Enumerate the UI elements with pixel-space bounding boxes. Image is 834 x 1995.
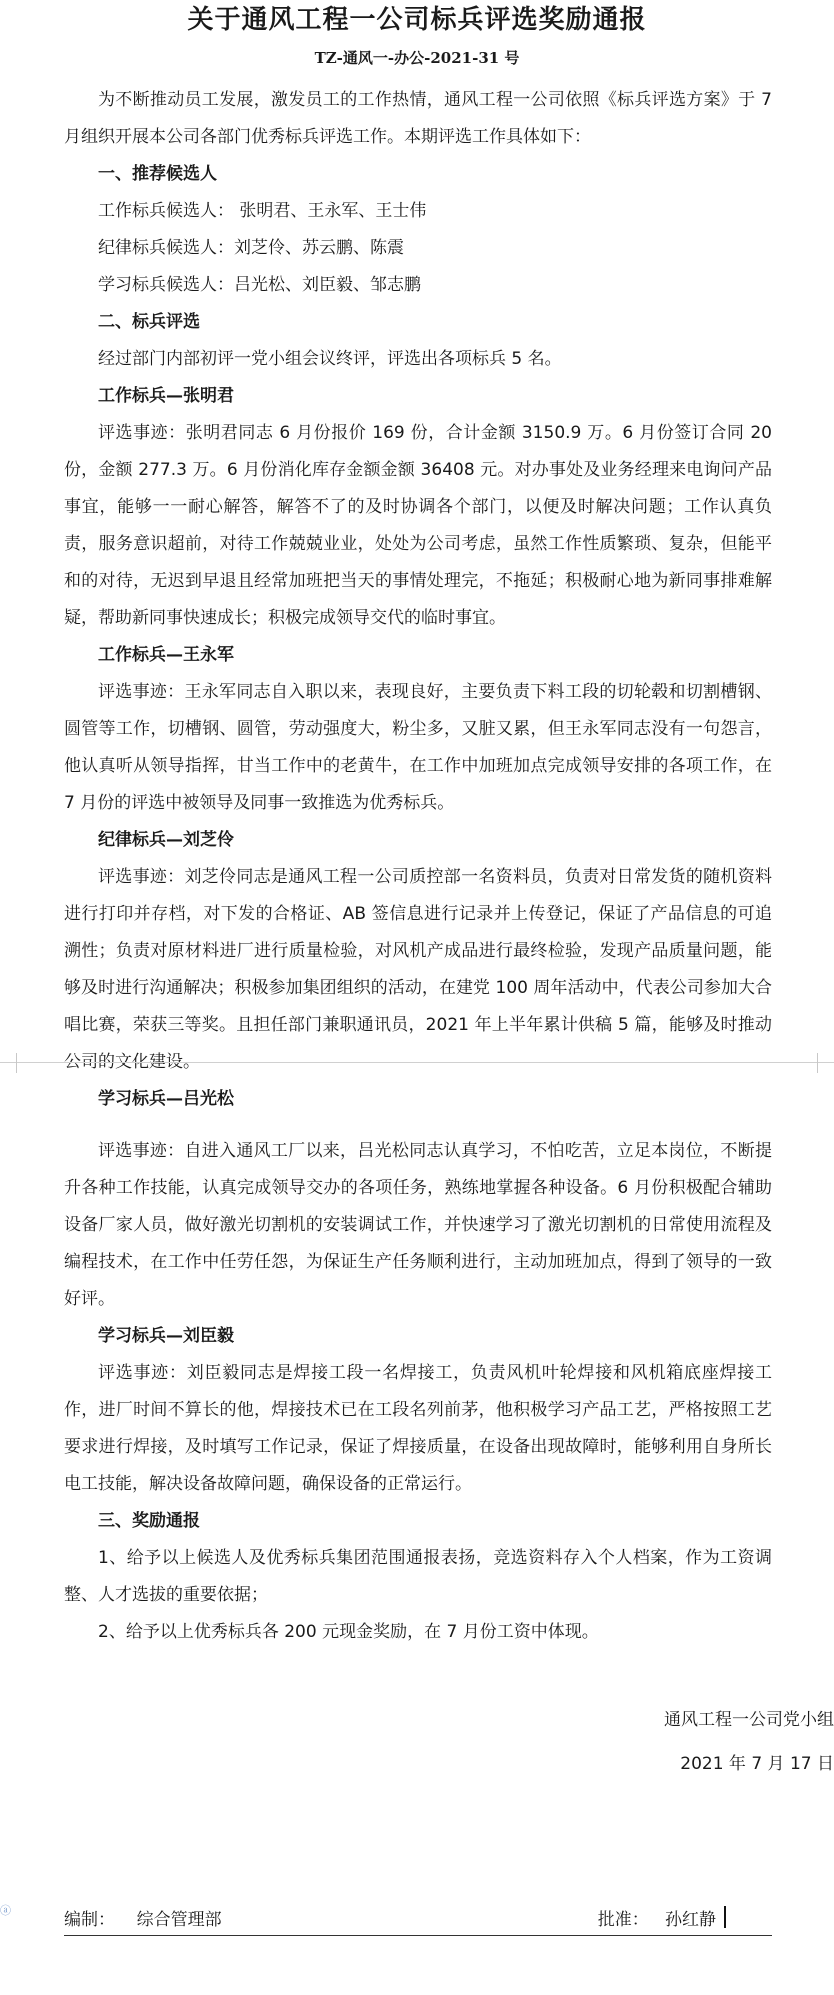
- approver-value[interactable]: 孙红静: [665, 1910, 716, 1930]
- footer-approver: [598, 1905, 716, 1930]
- body-paragraph: 1、给予以上候选人及优秀标兵集团范围通报表扬，竞选资料存入个人档案，作为工资调整、人才选拔的重要依据；: [64, 1548, 772, 1605]
- editor-value: 综合管理部: [136, 1910, 222, 1930]
- text-cursor: [724, 1906, 726, 1928]
- body-paragraph: 2、给予以上优秀标兵各 200 元现金奖励，在 7 月份工资中体现。: [98, 1622, 599, 1642]
- section-heading: 二、标兵评选: [98, 312, 200, 332]
- body-paragraph: 工作标兵候选人： 张明君、王永军、王士伟: [98, 201, 427, 221]
- body-paragraph: 评选事迹：王永军同志自入职以来，表现良好，主要负责下料工段的切轮毂和切割槽钢、圆管等工作，切槽钢、圆管，劳动强度大，粉尘多，又脏又累，但王永军同志没有一句怨言，他认真听从领导指挥，甘当工作中的老黄牛，在工作中加班加点完成领导安排的各项工作，在 7 月份的评选中被领导及同事一致推选为优秀标兵。: [64, 682, 772, 813]
- section-heading: 三、奖励通报: [98, 1511, 200, 1531]
- body-paragraph: 评选事迹：自进入通风工厂以来，吕光松同志认真学习，不怕吃苦，立足本岗位，不断提升各种工作技能，认真完成领导交办的各项任务，熟练地掌握各种设备。6 月份积极配合辅助设备厂家人员，做好激光切割机的安装调试工作，并快速学习了激光切割机的日常使用流程及编程技术，在工作中任劳任怨，为保证生产任务顺利进行，主动加班加点，得到了领导的一致好评。: [64, 1141, 772, 1309]
- editor-label: 编制：: [64, 1910, 115, 1930]
- footer-editor: [64, 1905, 222, 1930]
- document-footer: [64, 1905, 772, 1936]
- section-heading: 纪律标兵—刘芝伶: [98, 830, 234, 850]
- body-paragraph: 为不断推动员工发展，激发员工的工作热情，通风工程一公司依照《标兵评选方案》于 7 月组织开展本公司各部门优秀标兵评选工作。本期评选工作具体如下：: [64, 90, 772, 147]
- signature-date: 2021 年 7 月 17 日: [680, 1754, 834, 1774]
- section-heading: 一、推荐候选人: [98, 164, 217, 184]
- signature-org: 通风工程一公司党小组: [664, 1710, 834, 1730]
- body-paragraph: 评选事迹：张明君同志 6 月份报价 169 份，合计金额 3150.9 万。6 月份签订合同 20 份，金额 277.3 万。6 月份消化库存金额金额 36408 元。对办事处及业务经理来电询问产品事宜，能够一一耐心解答，解答不了的及时协调各个部门，以便及时解决问题；工作认真负责，服务意识超前，对待工作兢兢业业，处处为公司考虑，虽然工作性质繁琐、复杂，但能平和的对待，无迟到早退且经常加班把当天的事情处理完，不拖延；积极耐心地为新同事排难解疑，帮助新同事快速成长；积极完成领导交代的临时事宜。: [64, 423, 772, 628]
- document-title: 关于通风工程一公司标兵评选奖励通报: [187, 5, 647, 35]
- margin-marker-icon: ⓐ: [0, 1904, 11, 1917]
- section-heading: 工作标兵—王永军: [98, 645, 234, 665]
- body-paragraph: 评选事迹：刘臣毅同志是焊接工段一名焊接工，负责风机叶轮焊接和风机箱底座焊接工作，进厂时间不算长的他，焊接技术已在工段名列前茅，他积极学习产品工艺，严格按照工艺要求进行焊接，及时填写工作记录，保证了焊接质量，在设备出现故障时，能够利用自身所长电工技能，解决设备故障问题，确保设备的正常运行。: [64, 1363, 772, 1494]
- document-number: TZ-通风一-办公-2021-31 号: [314, 49, 520, 67]
- section-heading: 学习标兵—刘臣毅: [98, 1326, 234, 1346]
- document-body: [64, 82, 772, 1651]
- section-heading: 学习标兵—吕光松: [98, 1089, 234, 1109]
- body-paragraph: 经过部门内部初评一党小组会议终评，评选出各项标兵 5 名。: [98, 349, 562, 369]
- section-heading: 工作标兵—张明君: [98, 386, 234, 406]
- approver-label: 批准：: [597, 1910, 649, 1930]
- body-paragraph: 纪律标兵候选人：刘芝伶、苏云鹏、陈震: [98, 238, 404, 258]
- body-paragraph: 学习标兵候选人：吕光松、刘臣毅、邹志鹏: [98, 275, 421, 295]
- body-paragraph: 评选事迹：刘芝伶同志是通风工程一公司质控部一名资料员，负责对日常发货的随机资料进行打印并存档，对下发的合格证、AB 签信息进行记录并上传登记，保证了产品信息的可追溯性；负责对原材料进厂进行质量检验，对风机产成品进行最终检验，发现产品质量问题，能够及时进行沟通解决；积极参加集团组织的活动，在建党 100 周年活动中，代表公司参加大合唱比赛，荣获三等奖。且担任部门兼职通讯员，2021 年上半年累计供稿 5 篇，能够及时推动公司的文化建设。: [64, 867, 772, 1072]
- page-break-divider: [0, 1062, 834, 1063]
